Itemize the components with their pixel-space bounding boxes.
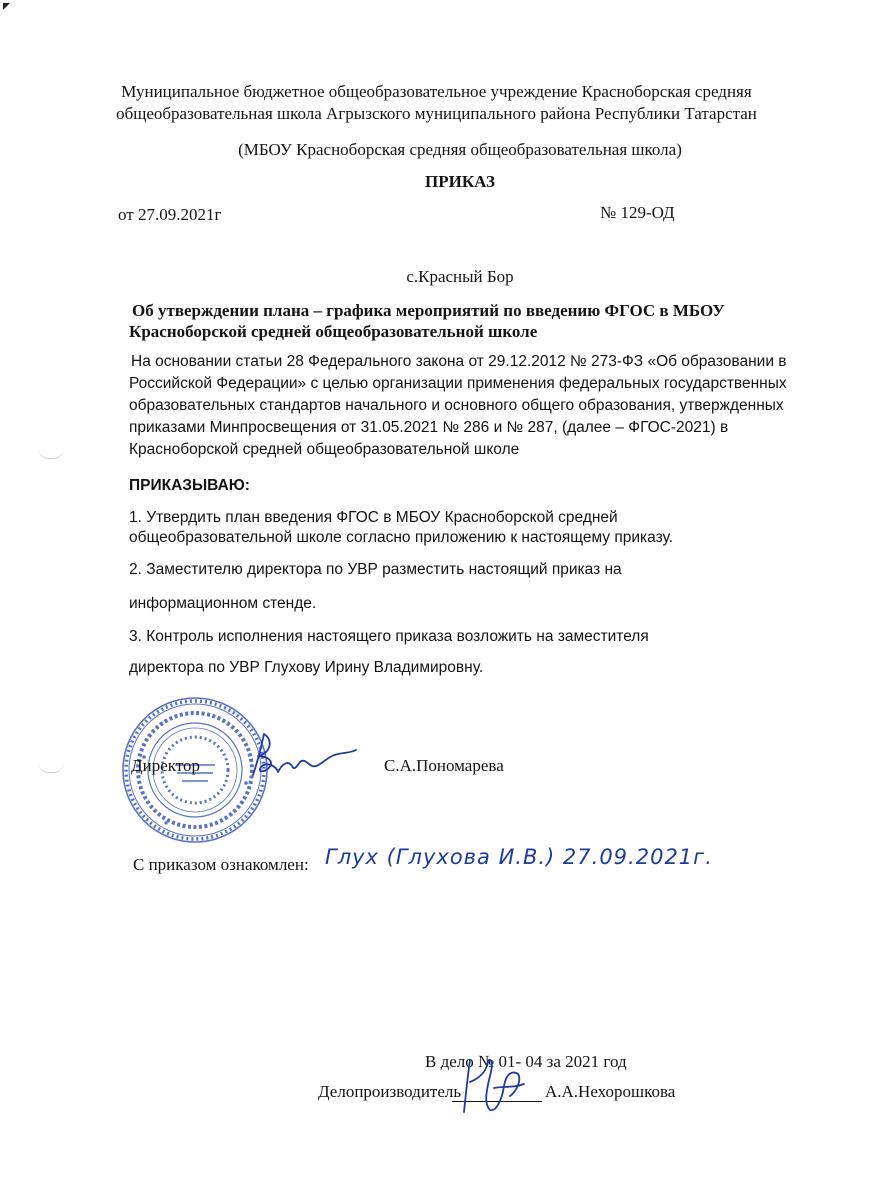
- org-header-line-1: Муниципальное бюджетное общеобразовательное учреждение Красноборская средняя: [121, 82, 752, 101]
- clerk-label: Делопроизводитель: [318, 1082, 462, 1101]
- document-title: ПРИКАЗ: [425, 172, 495, 191]
- order-item-line: 2. Заместителю директора по УВР разместить настоящий приказ на: [129, 561, 622, 578]
- subject-line-1: Об утверждении плана – графика мероприятий по введению ФГОС в МБОУ: [132, 301, 725, 320]
- director-label: Директор: [131, 756, 200, 775]
- order-item-line: информационном стенде.: [129, 595, 317, 612]
- org-short-name: (МБОУ Красноборская средняя общеобразовательная школа): [238, 140, 682, 159]
- basis-line: Российской Федерации» с целью организации применения федеральных государственных: [129, 375, 787, 392]
- acquainted-label: С приказом ознакомлен:: [133, 855, 309, 874]
- org-header-line-2: общеобразовательная школа Агрызского муниципального района Республики Татарстан: [116, 104, 757, 123]
- clerk-signature: [450, 1052, 530, 1122]
- scan-corner-mark: [3, 3, 10, 10]
- basis-line: приказами Минпросвещения от 31.05.2021 № 286 и № 287, (далее – ФГОС-2021) в: [129, 419, 729, 436]
- director-name: С.А.Пономарева: [384, 756, 504, 775]
- clerk-name: А.А.Нехорошкова: [545, 1082, 676, 1101]
- basis-line: На основании статьи 28 Федерального закона от 29.12.2012 № 273-ФЗ «Об образовании в: [131, 353, 787, 370]
- order-item-line: общеобразовательной школе согласно приложению к настоящему приказу.: [129, 529, 674, 546]
- subject-line-2: Красноборской средней общеобразовательной школе: [129, 322, 538, 341]
- basis-line: Красноборской средней общеобразовательной школе: [129, 441, 520, 458]
- director-signature: [248, 730, 363, 790]
- order-date: от 27.09.2021г: [118, 205, 222, 224]
- archive-note: В дело № 01- 04 за 2021 год: [425, 1052, 627, 1071]
- order-item-line: 1. Утвердить план введения ФГОС в МБОУ Красноборской средней: [129, 509, 618, 526]
- place: с.Красный Бор: [406, 267, 514, 286]
- basis-line: образовательных стандартов начального и основного общего образования, утвержденных: [129, 397, 784, 414]
- order-number: № 129-ОД: [600, 203, 675, 222]
- punch-hole-mark: [38, 762, 64, 773]
- order-item-line: 3. Контроль исполнения настоящего приказа возложить на заместителя: [129, 628, 649, 645]
- order-item-line: директора по УВР Глухову Ирину Владимировну.: [129, 659, 484, 676]
- order-word: ПРИКАЗЫВАЮ:: [129, 477, 250, 494]
- acquainted-handwritten-entry: Глух (Глухова И.В.) 27.09.2021г.: [325, 845, 713, 869]
- punch-hole-mark: [38, 448, 64, 459]
